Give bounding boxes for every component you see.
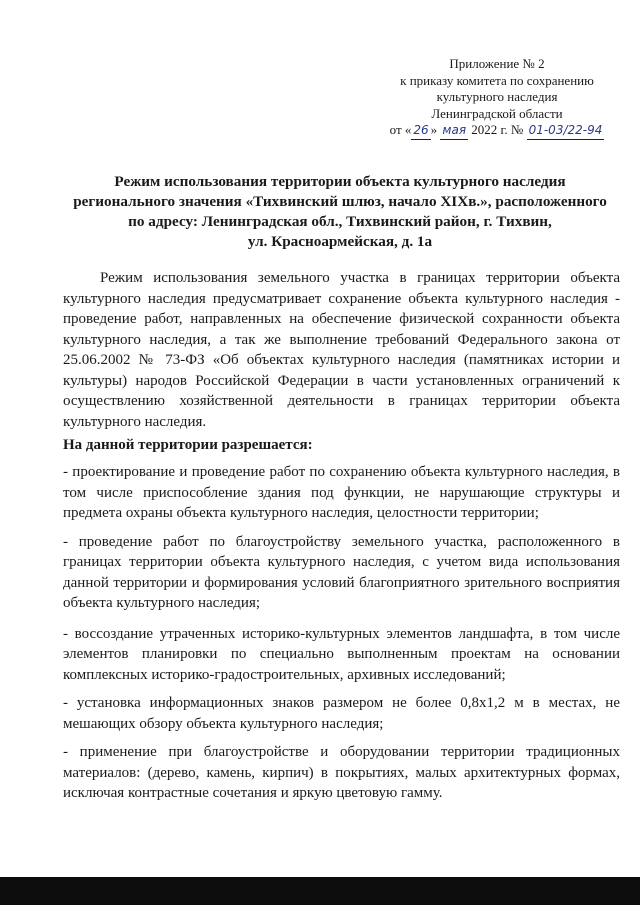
date-mid: » [430,122,438,137]
allowed-heading: На данной территории разрешается: [63,437,313,453]
intro-paragraph: Режим использования земельного участка в границах территории объекта культурного наследия предусматривает сохранение объекта культурного наследия - проведение работ, направленных на обеспечение физической сохранности объекта культурного наследия, а так же выполнение требований Федерального закона от 25.06.2002 № 73-ФЗ «Об объектах культурного наследия (памятниках истории и культуры) народов Российской Федерации в части установленных ограничений к осуществлению хозяйственной деятельности в границах территории объекта культурного наследия. [63,270,620,430]
date-day-handwritten: 26 [411,122,430,140]
list-item: - воссоздание утраченных историко-культурных элементов ландшафта, в том числе элементов планировки по специально выполненным проектам на основании комплексных историко-градостроительных, архивных исследований; [63,625,620,683]
doc-number-handwritten: 01-03/22-94 [527,122,605,140]
order-date-line [380,122,614,140]
document-title [60,172,620,252]
title-line-3: по адресу: Ленинградская обл., Тихвинский район, г. Тихвин, [128,213,552,230]
appendix-number: Приложение № 2 [449,56,545,71]
region-name: Ленинградской области [431,105,563,121]
list-item: - установка информационных знаков размером не более 0,8х1,2 м в местах, не мешающих обзору объекта культурного наследия; [63,695,620,732]
date-year: 2022 г. № [471,122,524,137]
date-prefix: от « [389,122,412,137]
title-line-1: Режим использования территории объекта культурного наследия [114,173,566,190]
scan-bottom-edge [0,877,640,905]
allowed-list [63,462,620,812]
appendix-header [380,56,614,140]
committee-name: культурного наследия [436,89,558,104]
date-month-handwritten: мая [440,122,468,140]
list-item: - проектирование и проведение работ по сохранению объекта культурного наследия, в том числе приспособление здания под функции, не нарушающие структуры и предмета охраны объекта культурного наследия, целостности территории; [63,464,620,521]
title-line-2: регионального значения «Тихвинский шлюз, начало XIXв.», расположенного [73,193,607,210]
order-reference: к приказу комитета по сохранению [400,72,594,88]
list-item: - применение при благоустройстве и оборудовании территории традиционных материалов: (дерево, камень, кирпич) в покрытиях, малых архитектурных формах, исключая контрастные сочетания и яркую цветовую гамму. [63,744,620,801]
list-item: - проведение работ по благоустройству земельного участка, расположенного в границах территории объекта культурного наследия, с учетом вида использования данной территории и формирования условий благоприятного зрительного восприятия объекта культурного наследия; [63,533,620,611]
title-line-4: ул. Красноармейская, д. 1а [247,233,433,250]
